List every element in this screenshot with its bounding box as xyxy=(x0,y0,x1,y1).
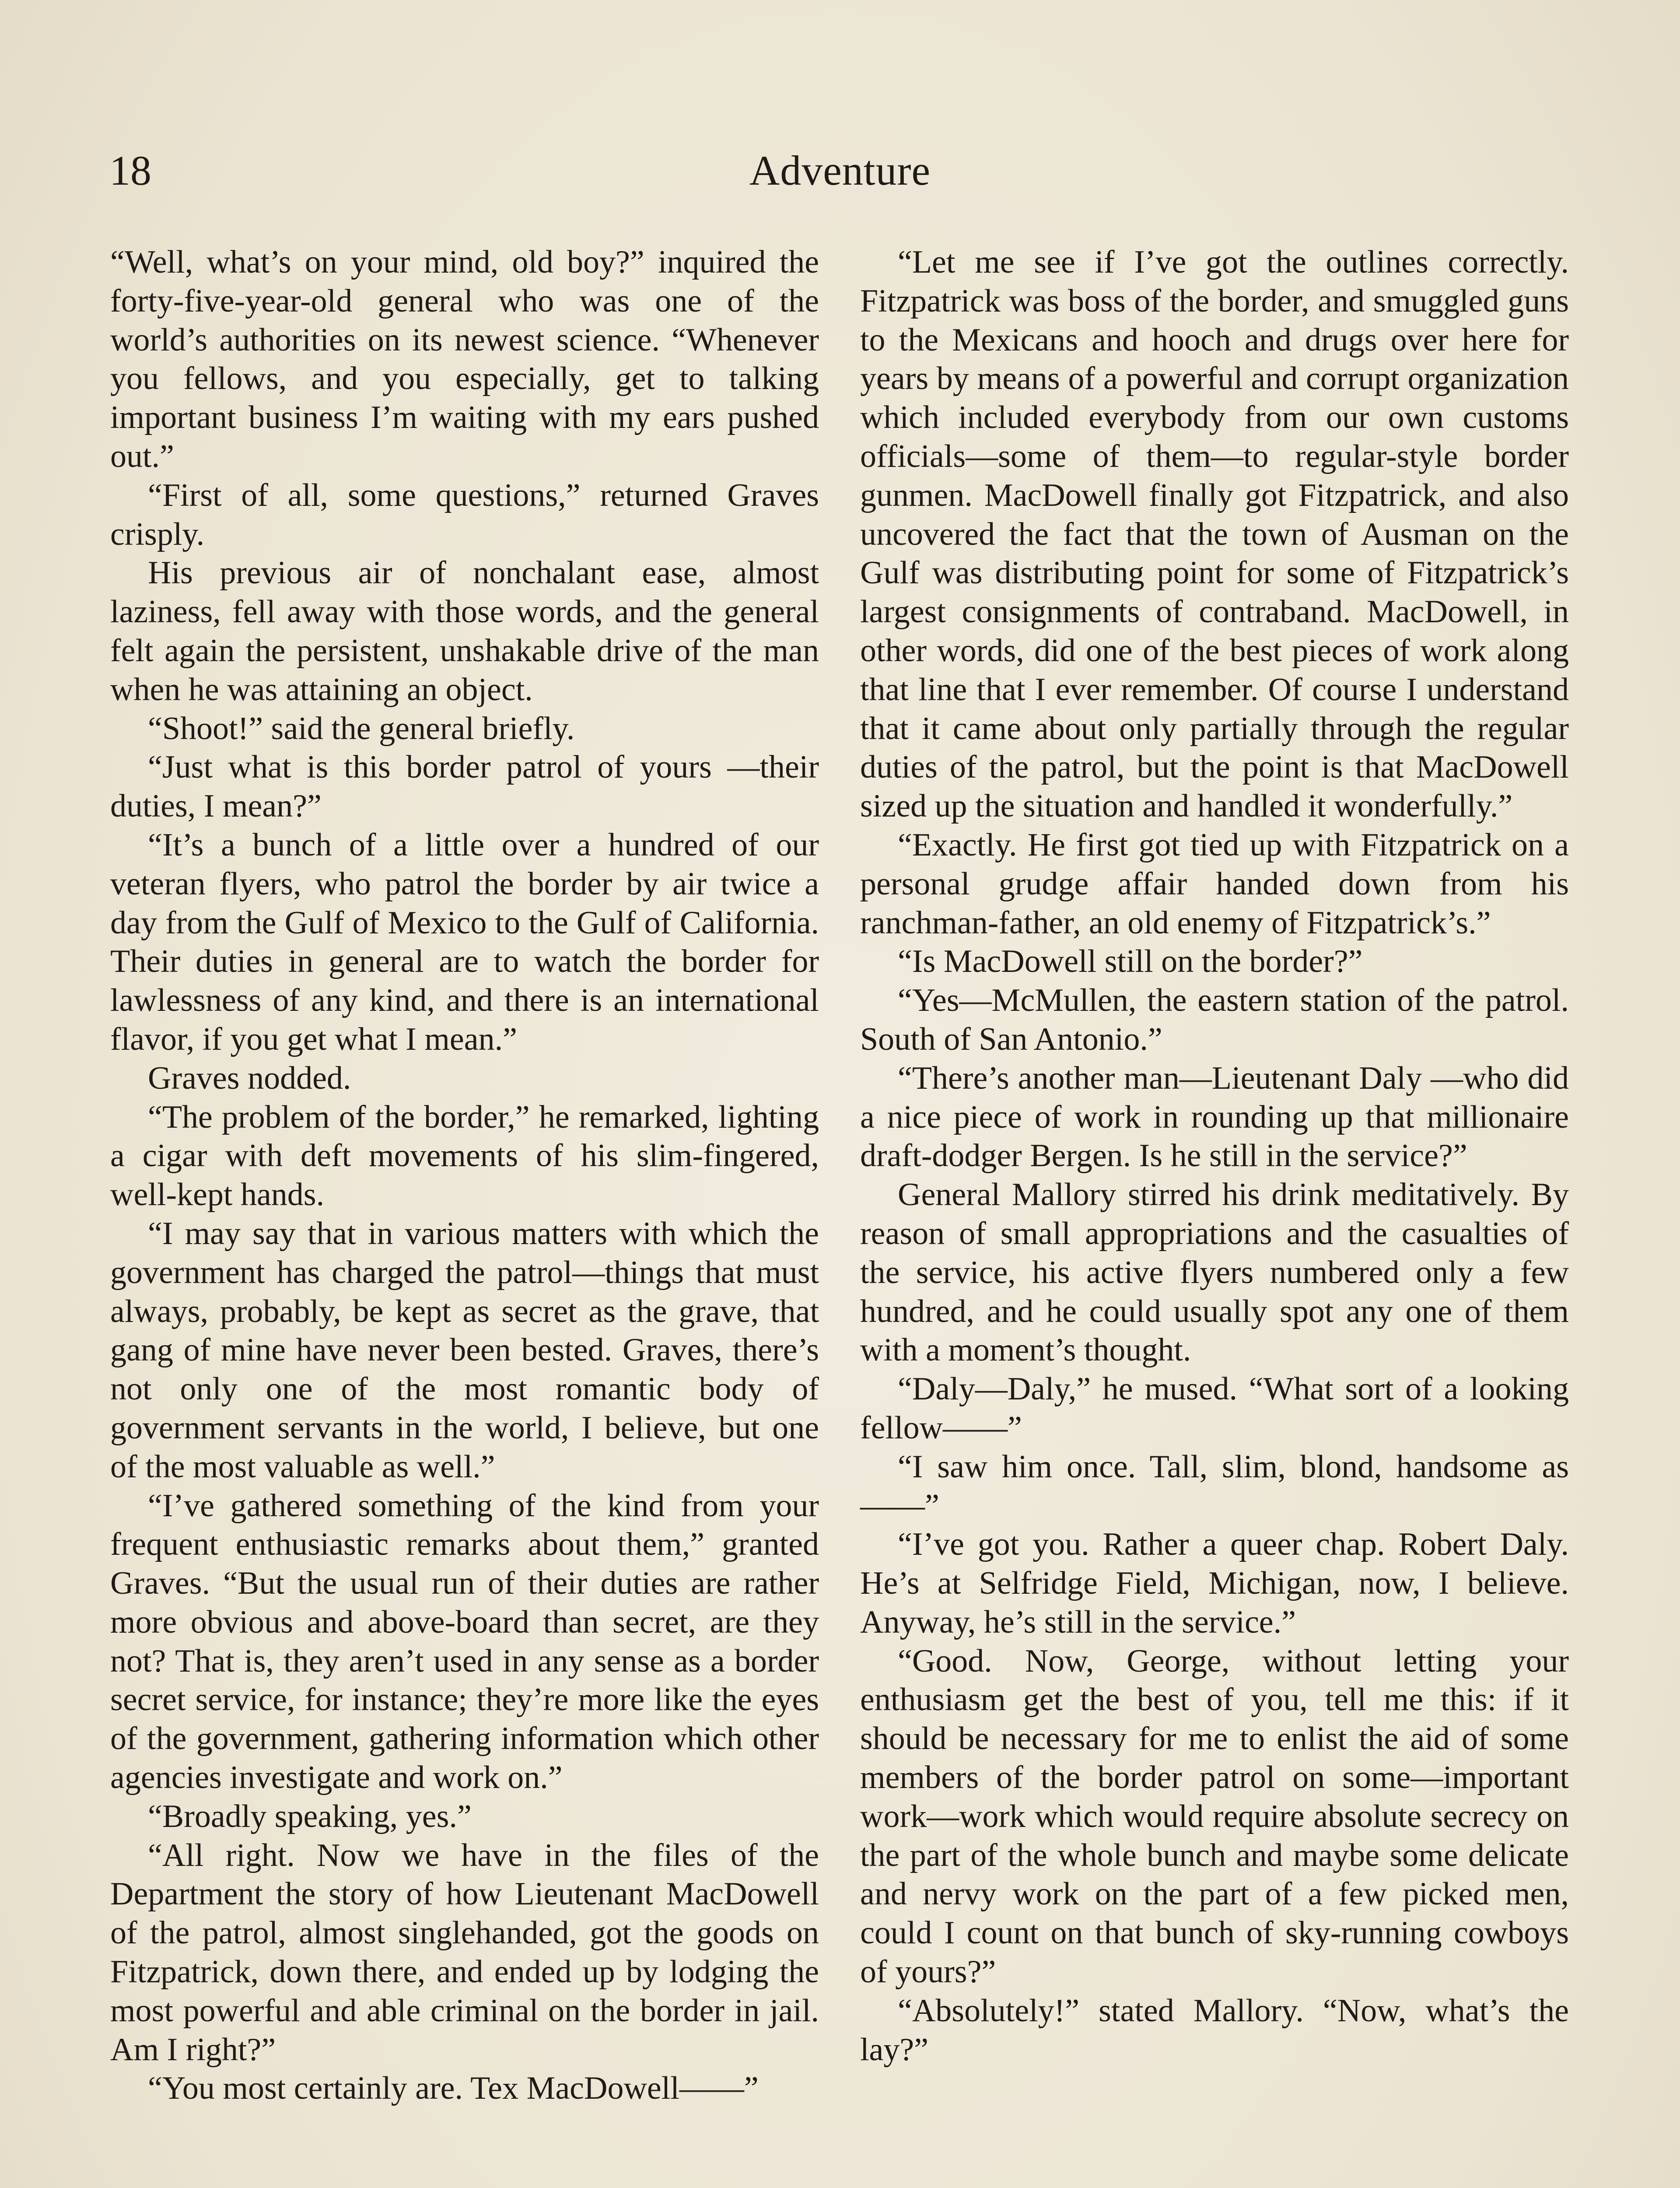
paragraph: “All right. Now we have in the files of the Department the story of how Lieutenant MacDowell of the patrol, almost singlehanded, got the goods on Fitzpatrick, down there, and ended up by lodging the most powerful and able criminal on the border in jail. Am I right?” xyxy=(110,1837,819,2068)
paragraph: “Just what is this border patrol of yours —their duties, I mean?” xyxy=(110,749,819,824)
left-column xyxy=(110,243,819,2108)
right-column xyxy=(860,243,1569,2069)
paragraph: “Shoot!” said the general briefly. xyxy=(148,710,575,747)
paragraph: “I’ve gathered something of the kind from your frequent enthusiastic remarks about them,” granted Graves. “But the usual run of their duties are rather more obvious and above-board than secret, are they not? That is, they aren’t used in any sense as a border secret service, for instance; they’re more like the eyes of the government, gathering information which other agencies investigate and work on.” xyxy=(110,1487,819,1796)
paragraph: “Broadly speaking, yes.” xyxy=(148,1798,472,1834)
paragraph: “Let me see if I’ve got the outlines correctly. Fitzpatrick was boss of the border, and smuggled guns to the Mexicans and hooch and drugs over here for years by means of a powerful and corrupt organization which included everybody from our own customs officials—some of them—to regular-style border gunmen. MacDowell finally got Fitzpatrick, and also uncovered the fact that the town of Ausman on the Gulf was distributing point for some of Fitzpatrick’s largest consignments of contraband. MacDowell, in other words, did one of the best pieces of work along that line that I ever remember. Of course I understand that it came about only partially through the regular duties of the patrol, but the point is that MacDowell sized up the situation and handled it wonderfully.” xyxy=(860,244,1569,824)
page-number: 18 xyxy=(109,147,151,194)
paragraph: “Absolutely!” stated Mallory. “Now, what’s the lay?” xyxy=(860,1992,1569,2068)
paragraph: “I saw him once. Tall, slim, blond, handsome as ——” xyxy=(860,1448,1569,1524)
running-head: Adventure xyxy=(749,147,931,194)
paragraph: His previous air of nonchalant ease, almost laziness, fell away with those words, and the general felt again the persistent, unshakable drive of the man when he was attaining an object. xyxy=(110,555,819,708)
paragraph: “Good. Now, George, without letting your enthusiasm get the best of you, tell me this: if it should be necessary for me to enlist the aid of some members of the border patrol on some—important work—work which would require absolute secrecy on the part of the whole bunch and maybe some delicate and nervy work on the part of a few picked men, could I count on that bunch of sky-running cowboys of yours?” xyxy=(860,1643,1569,1990)
paragraph: “I’ve got you. Rather a queer chap. Robert Daly. He’s at Selfridge Field, Michigan, now, I believe. Anyway, he’s still in the service.” xyxy=(860,1526,1569,1640)
paragraph: “Yes—McMullen, the eastern station of the patrol. South of San Antonio.” xyxy=(860,982,1569,1057)
paragraph: “Is MacDowell still on the border?” xyxy=(898,943,1363,980)
page-header xyxy=(109,140,1571,201)
paragraph: “It’s a bunch of a little over a hundred of our veteran flyers, who patrol the border by air twice a day from the Gulf of Mexico to the Gulf of California. Their duties in general are to watch the border for lawlessness of any kind, and there is an international flavor, if you get what I mean.” xyxy=(110,827,819,1057)
paragraph: “There’s another man—Lieutenant Daly —who did a nice piece of work in rounding up that millionaire draft-dodger Bergen. Is he still in the service?” xyxy=(860,1060,1569,1174)
paragraph: Graves nodded. xyxy=(148,1060,351,1096)
paragraph: General Mallory stirred his drink meditatively. By reason of small appropriations and the casualties of the service, his active flyers numbered only a few hundred, and he could usually spot any one of them with a moment’s thought. xyxy=(860,1177,1569,1368)
paragraph: “I may say that in various matters with which the government has charged the patrol—things that must always, probably, be kept as secret as the grave, that gang of mine have never been bested. Graves, there’s not only one of the most romantic body of government servants in the world, I believe, but one of the most valuable as well.” xyxy=(110,1215,819,1485)
paragraph: “First of all, some questions,” returned Graves crisply. xyxy=(110,477,819,552)
paragraph: “Exactly. He first got tied up with Fitzpatrick on a personal grudge affair handed down from his ranchman-father, an old enemy of Fitzpatrick’s.” xyxy=(860,827,1569,941)
paragraph: “You most certainly are. Tex MacDowell——” xyxy=(148,2070,759,2107)
paragraph: “Daly—Daly,” he mused. “What sort of a looking fellow——” xyxy=(860,1371,1569,1446)
paragraph: “Well, what’s on your mind, old boy?” inquired the forty-five-year-old general who was one of the world’s authorities on its newest science. “Whenever you fellows, and you especially, get to talking important business I’m waiting with my ears pushed out.” xyxy=(110,244,819,474)
paragraph: “The problem of the border,” he remarked, lighting a cigar with deft movements of his slim-fingered, well-kept hands. xyxy=(110,1099,819,1213)
